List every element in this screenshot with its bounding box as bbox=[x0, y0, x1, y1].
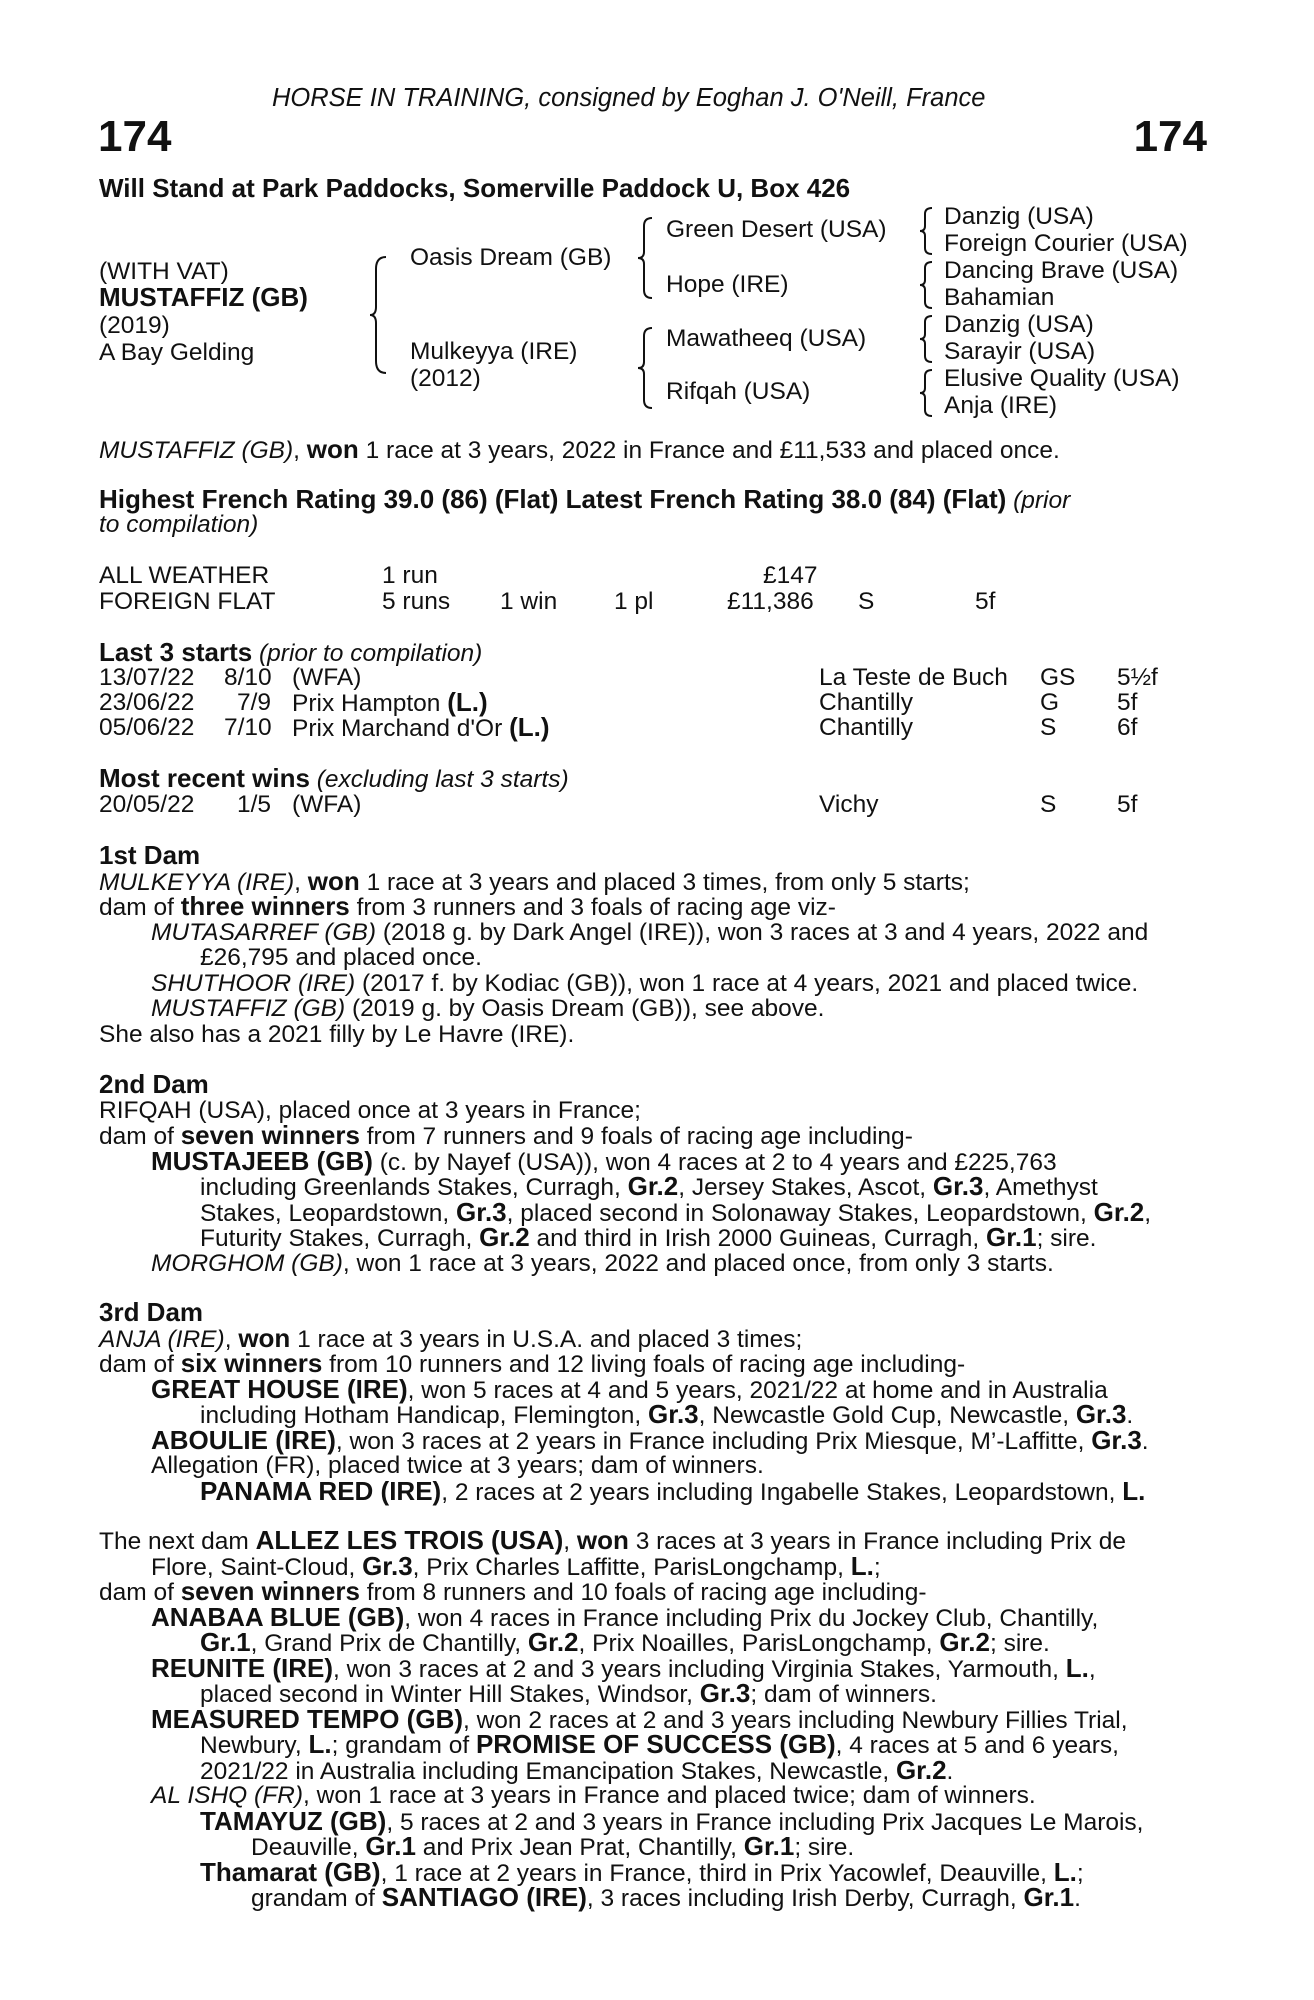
offspring-entry: ANABAA BLUE (GB), won 4 races in France including Prix du Jockey Club, Chantilly, bbox=[151, 1601, 1099, 1632]
win-date: 20/05/22 bbox=[99, 791, 195, 818]
record-runs: 5 runs bbox=[382, 588, 451, 615]
next-dam-line: The next dam ALLEZ LES TROIS (USA), won 3 races at 3 years in France including Prix de bbox=[99, 1525, 1126, 1555]
horse-description: A Bay Gelding bbox=[99, 339, 255, 366]
offspring-entry: Allegation (FR), placed twice at 3 years; dam of winners. bbox=[151, 1452, 764, 1479]
pedigree-brace-main bbox=[370, 255, 390, 375]
record-prize: £147 bbox=[763, 562, 818, 589]
pedigree-brace-ds bbox=[920, 314, 934, 364]
pedigree-dam-sire: Mawatheeq (USA) bbox=[666, 325, 867, 352]
record-distance: 5f bbox=[975, 588, 996, 615]
grand-offspring-entry: TAMAYUZ (GB), 5 races at 2 and 3 years in France including Prix Jacques Le Marois, bbox=[200, 1805, 1144, 1836]
start-date: 13/07/22 bbox=[99, 664, 195, 691]
offspring-entry-cont: Newbury, L.; grandam of PROMISE OF SUCCESS (GB), 4 races at 5 and 6 years, bbox=[200, 1729, 1119, 1759]
start-distance: 5½f bbox=[1117, 664, 1158, 691]
start-going: S bbox=[1040, 714, 1057, 741]
offspring-entry-cont: including Greenlands Stakes, Curragh, Gr.2, Jersey Stakes, Ascot, Gr.3, Amethyst bbox=[200, 1171, 1098, 1201]
offspring-entry-cont: Gr.1, Grand Prix de Chantilly, Gr.2, Prix Noailles, ParisLongchamp, Gr.2; sire. bbox=[200, 1627, 1050, 1657]
pedigree-sire: Oasis Dream (GB) bbox=[410, 244, 612, 271]
offspring-entry: MUSTAJEEB (GB) (c. by Nayef (USA)), won 4 races at 2 to 4 years and £225,763 bbox=[151, 1145, 1057, 1176]
pedigree-ssd: Foreign Courier (USA) bbox=[944, 230, 1188, 257]
offspring-entry-cont: including Hotham Handicap, Flemington, Gr.3, Newcastle Gold Cup, Newcastle, Gr.3. bbox=[200, 1399, 1134, 1429]
record-prize: £11,386 bbox=[727, 588, 814, 615]
rating-line: Highest French Rating 39.0 (86) (Flat) Latest French Rating 38.0 (84) (Flat) (prior bbox=[99, 484, 1071, 514]
second-dam-heading: 2nd Dam bbox=[99, 1069, 209, 1099]
record-places: 1 pl bbox=[614, 588, 654, 615]
pedigree-sdd: Bahamian bbox=[944, 284, 1055, 311]
consignment-line: HORSE IN TRAINING, consigned by Eoghan J. O'Neill, France bbox=[272, 84, 986, 112]
first-dam-produce: dam of three winners from 3 runners and 3 foals of racing age viz- bbox=[99, 891, 836, 921]
offspring-entry-cont: £26,795 and placed once. bbox=[200, 944, 482, 971]
lot-number-right: 174 bbox=[1133, 112, 1207, 161]
first-dam-also: She also has a 2021 filly by Le Havre (IRE). bbox=[99, 1020, 575, 1048]
first-dam-section bbox=[99, 840, 1209, 1048]
offspring-entry-cont: Futurity Stakes, Curragh, Gr.2 and third in Irish 2000 Guineas, Curragh, Gr.1; sire. bbox=[200, 1222, 1097, 1252]
start-course: Chantilly bbox=[819, 714, 913, 741]
grand-offspring-entry: PANAMA RED (IRE), 2 races at 2 years including Ingabelle Stakes, Leopardstown, L. bbox=[200, 1475, 1146, 1506]
start-date: 23/06/22 bbox=[99, 689, 195, 716]
pedigree-dam-year: (2012) bbox=[410, 365, 481, 392]
last3-heading: Last 3 starts (prior to compilation) bbox=[99, 637, 483, 667]
win-course: Vichy bbox=[819, 791, 879, 818]
pedigree-dam-dam: Rifqah (USA) bbox=[666, 378, 811, 405]
record-going: S bbox=[858, 588, 875, 615]
rating-note: to compilation) bbox=[99, 511, 259, 538]
start-going: G bbox=[1040, 689, 1060, 716]
win-race: (WFA) bbox=[292, 791, 362, 818]
offspring-entry: GREAT HOUSE (IRE), won 5 races at 4 and 5 years, 2021/22 at home and in Australia bbox=[151, 1373, 1108, 1404]
record-runs: 1 run bbox=[382, 562, 438, 589]
horse-year: (2019) bbox=[99, 312, 170, 339]
start-race: Prix Hampton (L.) bbox=[292, 687, 488, 717]
start-position: 8/10 bbox=[224, 664, 272, 691]
next-dam-section bbox=[99, 1525, 1209, 1912]
second-dam-produce: dam of seven winners from 7 runners and 9 foals of racing age including- bbox=[99, 1120, 913, 1150]
offspring-entry: MORGHOM (GB), won 1 race at 3 years, 2022 and placed once, from only 3 starts. bbox=[151, 1249, 1054, 1277]
record-wins: 1 win bbox=[500, 588, 558, 615]
pedigree-brace-sire bbox=[638, 216, 656, 300]
lot-number-left: 174 bbox=[98, 112, 172, 161]
pedigree-ddd: Anja (IRE) bbox=[944, 392, 1058, 419]
third-dam-section bbox=[99, 1297, 1209, 1506]
start-course: La Teste de Buch bbox=[819, 664, 1008, 691]
offspring-entry-cont: placed second in Winter Hill Stakes, Windsor, Gr.3; dam of winners. bbox=[200, 1678, 937, 1708]
offspring-entry: REUNITE (IRE), won 3 races at 2 and 3 years including Virginia Stakes, Yarmouth, L., bbox=[151, 1652, 1096, 1683]
offspring-entry: ABOULIE (IRE), won 3 races at 2 years in France including Prix Miesque, M’-Laffitte, Gr.3. bbox=[151, 1424, 1149, 1455]
pedigree-dds: Elusive Quality (USA) bbox=[944, 365, 1180, 392]
race-summary: MUSTAFFIZ (GB), won 1 race at 3 years, 2022 in France and £11,533 and placed once. bbox=[99, 434, 1060, 464]
recent-wins-heading: Most recent wins (excluding last 3 starts) bbox=[99, 763, 569, 793]
win-going: S bbox=[1040, 791, 1057, 818]
start-going: GS bbox=[1040, 664, 1076, 691]
pedigree-brace-dam bbox=[638, 326, 656, 410]
pedigree-sss: Danzig (USA) bbox=[944, 203, 1094, 230]
stand-location: Will Stand at Park Paddocks, Somerville Paddock U, Box 426 bbox=[99, 173, 851, 203]
second-dam-section bbox=[99, 1069, 1209, 1277]
offspring-entry-cont: Stakes, Leopardstown, Gr.3, placed second in Solonaway Stakes, Leopardstown, Gr.2, bbox=[200, 1196, 1152, 1227]
start-distance: 6f bbox=[1117, 714, 1138, 741]
start-distance: 5f bbox=[1117, 689, 1138, 716]
second-dam-line: RIFQAH (USA), placed once at 3 years in France; bbox=[99, 1096, 641, 1124]
start-race: (WFA) bbox=[292, 664, 362, 691]
horse-name: MUSTAFFIZ (GB) bbox=[99, 282, 308, 312]
grand-offspring-entry-cont: Deauville, Gr.1 and Prix Jean Prat, Chantilly, Gr.1; sire. bbox=[251, 1831, 855, 1861]
pedigree-sire-sire: Green Desert (USA) bbox=[666, 216, 887, 243]
start-course: Chantilly bbox=[819, 689, 913, 716]
offspring-entry: MUTASARREF (GB) (2018 g. by Dark Angel (IRE)), won 3 races at 3 and 4 years, 2022 and bbox=[151, 918, 1149, 946]
start-position: 7/10 bbox=[224, 714, 272, 741]
pedigree-dam: Mulkeyya (IRE) bbox=[410, 338, 578, 365]
grand-offspring-entry: Thamarat (GB), 1 race at 2 years in France, third in Prix Yacowlef, Deauville, L.; bbox=[200, 1856, 1084, 1887]
record-surface: ALL WEATHER bbox=[99, 562, 270, 589]
start-race: Prix Marchand d'Or (L.) bbox=[292, 712, 550, 742]
start-date: 05/06/22 bbox=[99, 714, 195, 741]
offspring-entry-cont: 2021/22 in Australia including Emancipation Stakes, Newcastle, Gr.2. bbox=[200, 1754, 954, 1785]
offspring-entry: MEASURED TEMPO (GB), won 2 races at 2 and 3 years including Newbury Fillies Trial, bbox=[151, 1703, 1128, 1734]
first-dam-heading: 1st Dam bbox=[99, 840, 201, 870]
pedigree-brace-sd bbox=[920, 260, 934, 310]
pedigree-sire-dam: Hope (IRE) bbox=[666, 271, 789, 298]
vat-status: (WITH VAT) bbox=[99, 258, 229, 285]
third-dam-produce: dam of six winners from 10 runners and 12 living foals of racing age including- bbox=[99, 1348, 966, 1378]
next-dam-produce: dam of seven winners from 8 runners and 10 foals of racing age including- bbox=[99, 1576, 927, 1606]
offspring-entry: SHUTHOOR (IRE) (2017 f. by Kodiac (GB)), won 1 race at 4 years, 2021 and placed twice. bbox=[151, 969, 1139, 997]
pedigree-sds: Dancing Brave (USA) bbox=[944, 257, 1179, 284]
next-dam-line-cont: Flore, Saint-Cloud, Gr.3, Prix Charles Laffitte, ParisLongchamp, L.; bbox=[151, 1550, 881, 1581]
offspring-entry: AL ISHQ (FR), won 1 race at 3 years in France and placed twice; dam of winners. bbox=[151, 1782, 1036, 1809]
first-dam-line: MULKEYYA (IRE), won 1 race at 3 years and placed 3 times, from only 5 starts; bbox=[99, 865, 970, 896]
pedigree-dsd: Sarayir (USA) bbox=[944, 338, 1096, 365]
pedigree-brace-ss bbox=[920, 206, 934, 256]
third-dam-heading: 3rd Dam bbox=[99, 1297, 204, 1327]
start-position: 7/9 bbox=[237, 689, 272, 716]
third-dam-line: ANJA (IRE), won 1 race at 3 years in U.S.A. and placed 3 times; bbox=[99, 1322, 803, 1353]
pedigree-dss: Danzig (USA) bbox=[944, 311, 1094, 338]
pedigree-brace-dd bbox=[920, 368, 934, 418]
record-surface: FOREIGN FLAT bbox=[99, 588, 276, 615]
grand-offspring-entry-cont: grandam of SANTIAGO (IRE), 3 races including Irish Derby, Curragh, Gr.1. bbox=[251, 1882, 1081, 1912]
offspring-entry: MUSTAFFIZ (GB) (2019 g. by Oasis Dream (GB)), see above. bbox=[151, 995, 825, 1022]
win-position: 1/5 bbox=[237, 791, 272, 818]
win-distance: 5f bbox=[1117, 791, 1138, 818]
